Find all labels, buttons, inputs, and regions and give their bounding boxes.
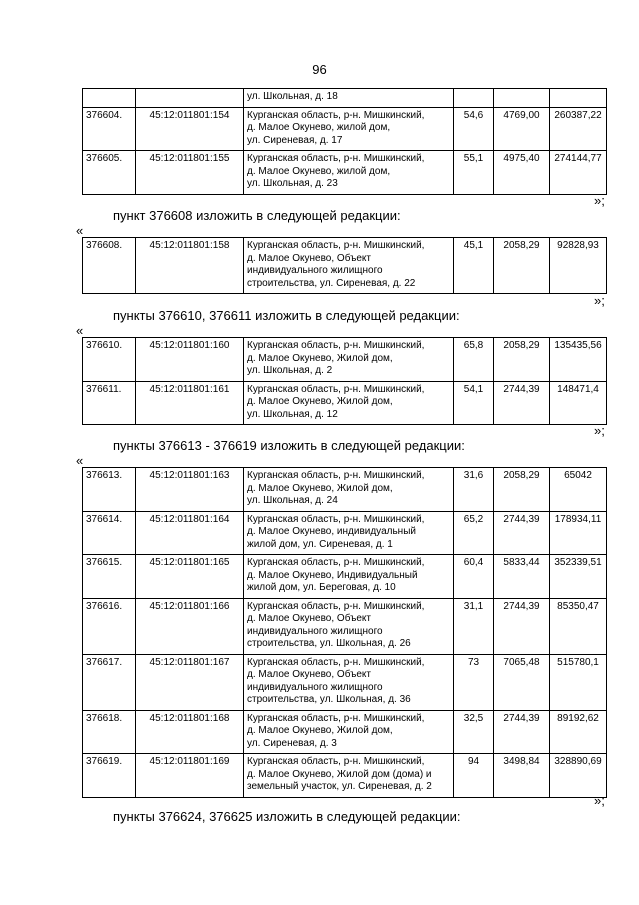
address-line: Курганская область, р-н. Мишкинский, bbox=[247, 383, 425, 395]
item-number-cell: 376613. bbox=[83, 468, 136, 512]
price-cell: 7065,48 bbox=[494, 654, 550, 710]
price-cell: 4975,40 bbox=[494, 151, 550, 195]
address-line: Курганская область, р-н. Мишкинский, bbox=[247, 712, 425, 724]
address-line: Курганская область, р-н. Мишкинский, bbox=[247, 600, 425, 612]
table-row bbox=[83, 89, 607, 108]
address-line: строительства, ул. Школьная, д. 36 bbox=[247, 694, 411, 705]
item-number-cell: 376617. bbox=[83, 654, 136, 710]
address-line: Курганская область, р-н. Мишкинский, bbox=[247, 756, 425, 767]
item-number-cell: 376619. bbox=[83, 754, 136, 798]
price-cell: 2058,29 bbox=[494, 238, 550, 294]
address-line: д. Малое Окунево, Объект bbox=[247, 669, 371, 680]
address-line: земельный участок, ул. Сиреневая, д. 2 bbox=[247, 781, 432, 792]
area-cell: 31,1 bbox=[454, 598, 494, 654]
address-line: д. Малое Окунево, жилой дом, bbox=[247, 122, 391, 133]
area-cell: 65,2 bbox=[454, 511, 494, 555]
area-cell: 32,5 bbox=[454, 710, 494, 754]
price-cell: 5833,44 bbox=[494, 555, 550, 599]
cadastral-number-cell: 45:12:011801:161 bbox=[136, 381, 244, 425]
cadastral-number-cell: 45:12:011801:160 bbox=[136, 338, 244, 382]
property-table bbox=[82, 467, 607, 798]
address-cell bbox=[244, 151, 454, 195]
address-cell bbox=[244, 710, 454, 754]
area-cell: 45,1 bbox=[454, 238, 494, 294]
address-line: Курганская область, р-н. Мишкинский, bbox=[247, 153, 425, 164]
price-cell: 4769,00 bbox=[494, 107, 550, 151]
price-cell: 2744,39 bbox=[494, 710, 550, 754]
item-number-cell: 376618. bbox=[83, 710, 136, 754]
total-cell: 65042 bbox=[550, 468, 607, 512]
address-cell bbox=[244, 381, 454, 425]
address-line: ул. Школьная, д. 23 bbox=[247, 178, 338, 189]
cadastral-number-cell: 45:12:011801:164 bbox=[136, 511, 244, 555]
address-line: ул. Школьная, д. 24 bbox=[247, 495, 338, 506]
item-number-cell: 376611. bbox=[83, 381, 136, 425]
table-row bbox=[83, 598, 607, 654]
closing-quote: »; bbox=[594, 423, 605, 438]
price-cell: 3498,84 bbox=[494, 754, 550, 798]
cadastral-number-cell: 45:12:011801:166 bbox=[136, 598, 244, 654]
address-cell bbox=[244, 754, 454, 798]
address-line: ул. Сиреневая, д. 17 bbox=[247, 134, 343, 146]
total-cell: 178934,11 bbox=[550, 511, 607, 555]
section-heading: пункты 376624, 376625 изложить в следующей редакции: bbox=[113, 809, 461, 824]
table-row bbox=[83, 107, 607, 151]
closing-quote: »; bbox=[594, 193, 605, 208]
address-line: жилой дом, ул. Береговая, д. 10 bbox=[247, 582, 396, 593]
opening-quote: « bbox=[76, 453, 84, 468]
total-cell: 328890,69 bbox=[550, 754, 607, 798]
address-line: Курганская область, р-н. Мишкинский, bbox=[247, 557, 425, 568]
item-number-cell: 376604. bbox=[83, 107, 136, 151]
address-line: д. Малое Окунево, Жилой дом, bbox=[247, 725, 393, 736]
section-heading: пункты 376610, 376611 изложить в следующей редакции: bbox=[113, 308, 460, 323]
price-cell: 2744,39 bbox=[494, 381, 550, 425]
address-line: ул. Школьная, д. 12 bbox=[247, 408, 338, 420]
price-cell: 2058,29 bbox=[494, 468, 550, 512]
area-cell: 65,8 bbox=[454, 338, 494, 382]
cadastral-number-cell: 45:12:011801:155 bbox=[136, 151, 244, 195]
table-row bbox=[83, 338, 607, 382]
table-row bbox=[83, 555, 607, 599]
area-cell: 60,4 bbox=[454, 555, 494, 599]
address-line: индивидуального жилищного bbox=[247, 265, 383, 276]
total-cell bbox=[550, 89, 607, 108]
table-row bbox=[83, 151, 607, 195]
property-table bbox=[82, 88, 607, 195]
price-cell: 2744,39 bbox=[494, 511, 550, 555]
address-line: д. Малое Окунево, Объект bbox=[247, 613, 371, 624]
address-line: д. Малое Окунево, Жилой дом (дома) и bbox=[247, 768, 432, 780]
area-cell: 54,1 bbox=[454, 381, 494, 425]
address-line: строительства, ул. Школьная, д. 26 bbox=[247, 638, 411, 649]
total-cell: 135435,56 bbox=[550, 338, 607, 382]
area-cell: 31,6 bbox=[454, 468, 494, 512]
area-cell: 94 bbox=[454, 754, 494, 798]
price-cell bbox=[494, 89, 550, 108]
cadastral-number-cell: 45:12:011801:167 bbox=[136, 654, 244, 710]
cadastral-number-cell: 45:12:011801:169 bbox=[136, 754, 244, 798]
opening-quote: « bbox=[76, 223, 84, 238]
total-cell: 148471,4 bbox=[550, 381, 607, 425]
total-cell: 274144,77 bbox=[550, 151, 607, 195]
closing-quote: »; bbox=[594, 793, 605, 808]
address-line: д. Малое Окунево, Жилой дом, bbox=[247, 482, 393, 494]
address-line: ул. Сиреневая, д. 3 bbox=[247, 737, 337, 749]
address-line: ул. Школьная, д. 18 bbox=[247, 91, 338, 102]
table-row bbox=[83, 468, 607, 512]
cadastral-number-cell: 45:12:011801:168 bbox=[136, 710, 244, 754]
cadastral-number-cell: 45:12:011801:158 bbox=[136, 238, 244, 294]
price-cell: 2744,39 bbox=[494, 598, 550, 654]
address-line: д. Малое Окунево, индивидуальный bbox=[247, 526, 416, 537]
area-cell: 54,6 bbox=[454, 107, 494, 151]
table-row bbox=[83, 511, 607, 555]
item-number-cell: 376615. bbox=[83, 555, 136, 599]
area-cell bbox=[454, 89, 494, 108]
item-number-cell: 376605. bbox=[83, 151, 136, 195]
address-line: д. Малое Окунево, Индивидуальный bbox=[247, 569, 418, 581]
address-line: Курганская область, р-н. Мишкинский, bbox=[247, 340, 425, 351]
table-row bbox=[83, 381, 607, 425]
item-number-cell: 376616. bbox=[83, 598, 136, 654]
area-cell: 73 bbox=[454, 654, 494, 710]
section-heading: пункт 376608 изложить в следующей редакции: bbox=[113, 208, 401, 223]
address-line: Курганская область, р-н. Мишкинский, bbox=[247, 656, 425, 668]
table-row bbox=[83, 710, 607, 754]
opening-quote: « bbox=[76, 323, 84, 338]
address-cell bbox=[244, 468, 454, 512]
address-line: Курганская область, р-н. Мишкинский, bbox=[247, 470, 425, 481]
closing-quote: »; bbox=[594, 293, 605, 308]
total-cell: 92828,93 bbox=[550, 238, 607, 294]
address-line: Курганская область, р-н. Мишкинский, bbox=[247, 109, 425, 121]
address-cell bbox=[244, 89, 454, 108]
total-cell: 515780,1 bbox=[550, 654, 607, 710]
cadastral-number-cell: 45:12:011801:165 bbox=[136, 555, 244, 599]
item-number-cell: 376614. bbox=[83, 511, 136, 555]
total-cell: 352339,51 bbox=[550, 555, 607, 599]
price-cell: 2058,29 bbox=[494, 338, 550, 382]
address-cell bbox=[244, 511, 454, 555]
address-cell bbox=[244, 598, 454, 654]
address-cell bbox=[244, 107, 454, 151]
property-table bbox=[82, 337, 607, 425]
section-heading: пункты 376613 - 376619 изложить в следующей редакции: bbox=[113, 438, 465, 453]
cadastral-number-cell bbox=[136, 89, 244, 108]
address-line: Курганская область, р-н. Мишкинский, bbox=[247, 240, 425, 251]
address-line: жилой дом, ул. Сиреневая, д. 1 bbox=[247, 538, 393, 550]
address-line: индивидуального жилищного bbox=[247, 681, 383, 693]
item-number-cell bbox=[83, 89, 136, 108]
item-number-cell: 376610. bbox=[83, 338, 136, 382]
total-cell: 85350,47 bbox=[550, 598, 607, 654]
address-cell bbox=[244, 238, 454, 294]
total-cell: 260387,22 bbox=[550, 107, 607, 151]
address-line: д. Малое Окунево, жилой дом, bbox=[247, 165, 391, 177]
page-number: 96 bbox=[312, 62, 327, 77]
table-row bbox=[83, 238, 607, 294]
cadastral-number-cell: 45:12:011801:154 bbox=[136, 107, 244, 151]
area-cell: 55,1 bbox=[454, 151, 494, 195]
item-number-cell: 376608. bbox=[83, 238, 136, 294]
address-line: д. Малое Окунево, Жилой дом, bbox=[247, 396, 393, 407]
property-table bbox=[82, 237, 607, 294]
address-line: д. Малое Окунево, Объект bbox=[247, 252, 371, 264]
address-cell bbox=[244, 654, 454, 710]
address-line: ул. Школьная, д. 2 bbox=[247, 365, 333, 376]
address-cell bbox=[244, 555, 454, 599]
address-line: строительства, ул. Сиреневая, д. 22 bbox=[247, 277, 416, 289]
address-line: индивидуального жилищного bbox=[247, 625, 383, 637]
address-line: Курганская область, р-н. Мишкинский, bbox=[247, 513, 425, 525]
address-cell bbox=[244, 338, 454, 382]
cadastral-number-cell: 45:12:011801:163 bbox=[136, 468, 244, 512]
table-row bbox=[83, 754, 607, 798]
total-cell: 89192,62 bbox=[550, 710, 607, 754]
table-row bbox=[83, 654, 607, 710]
address-line: д. Малое Окунево, Жилой дом, bbox=[247, 352, 393, 364]
